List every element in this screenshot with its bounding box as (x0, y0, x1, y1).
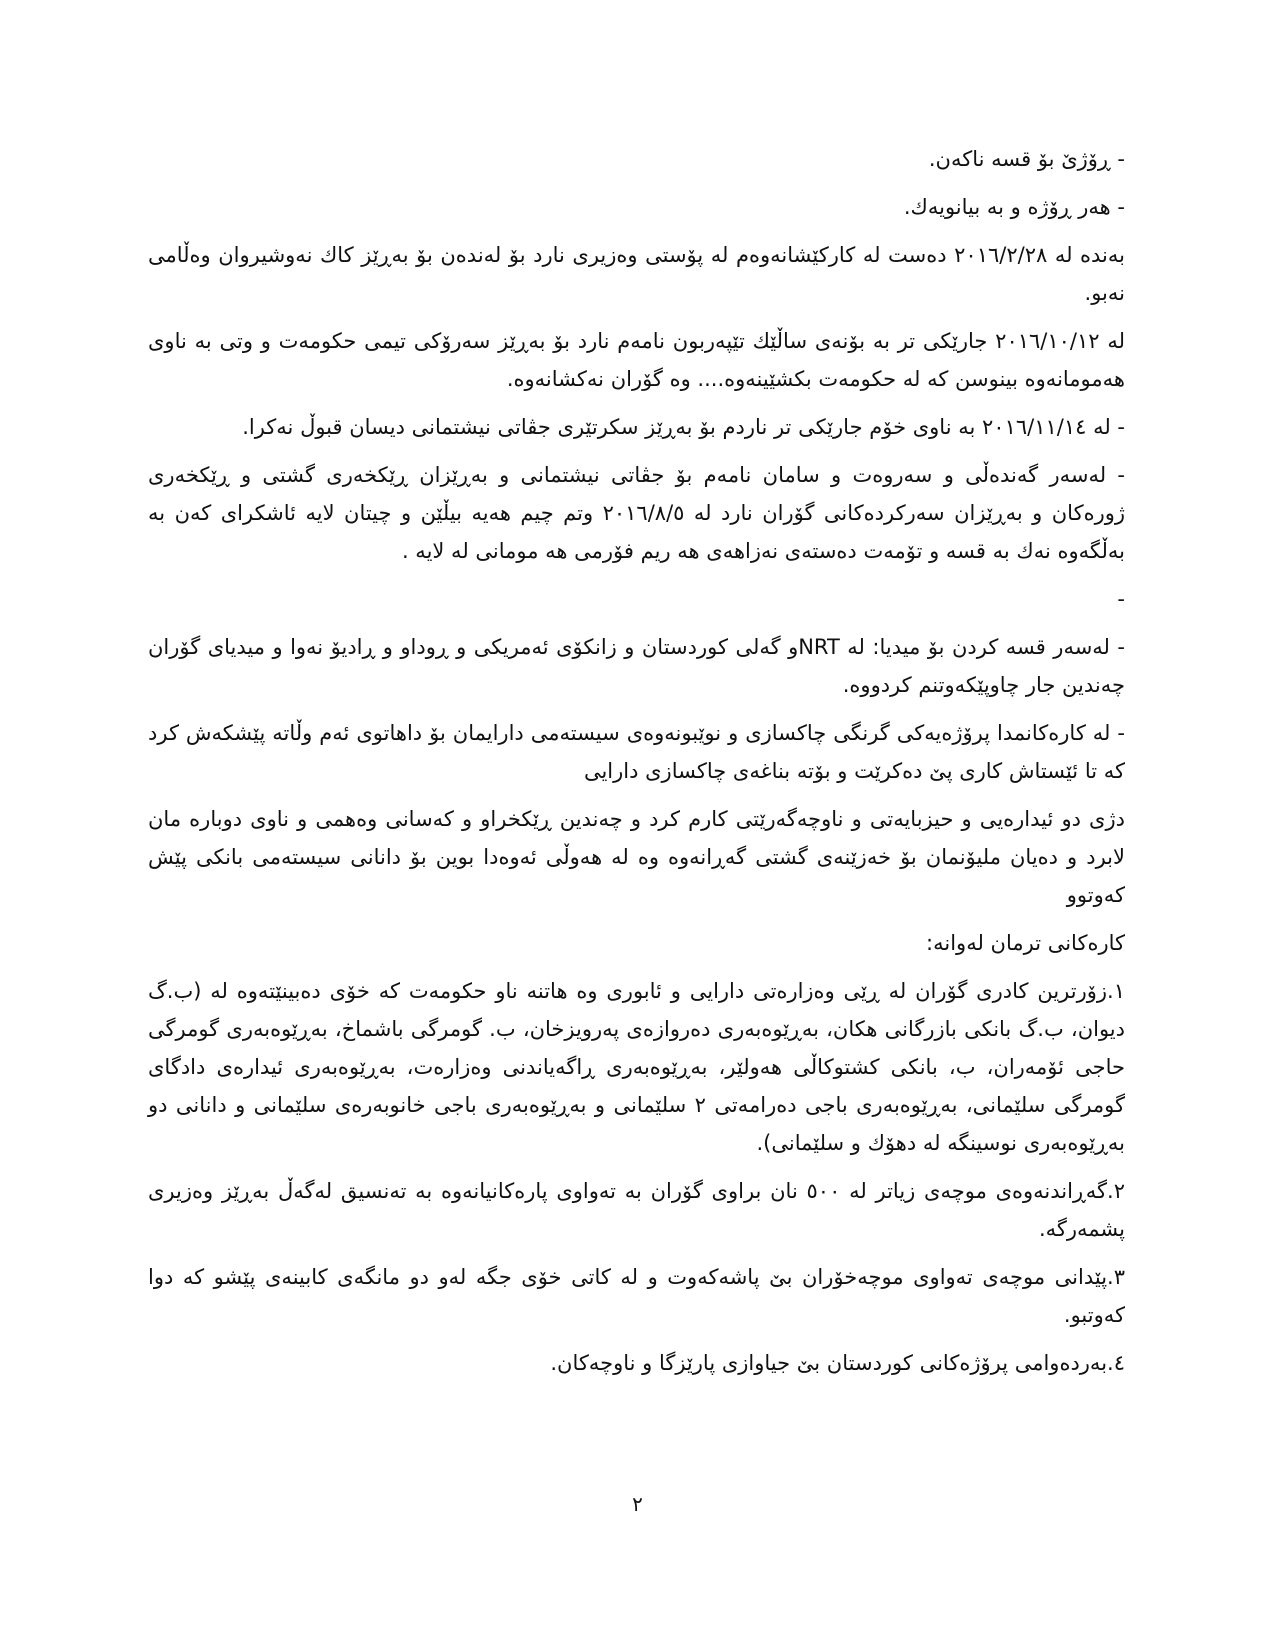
paragraph-letter-2016-10-12: لە ٢٠١٦/١٠/١٢ جارێکی تر بە بۆنەی ساڵێك تێپەربون نامەم نارد بۆ بەڕێز سەرۆکی تیمی حکومەت و وتی بە ناوی هەمومانەوە بینوسن کە لە حکومەت بکشێینەوە.... وە گۆران نەکشانەوە. (148, 329, 1125, 391)
paragraph-other-works-heading: کارەکانی ترمان لەوانە: (926, 931, 1125, 955)
paragraph-media-interviews: - لەسەر قسە کردن بۆ میدیا: لە NRTو گەلی کوردستان و زانکۆی ئەمریکی و ڕوداو و ڕادیۆ نەوا و میدیای گۆران چەندین جار چاوپێکەوتنم کردووە. (148, 635, 1125, 697)
list-item-3: ٣.پێدانی موچەی تەواوی موچەخۆران بێ پاشەکەوت و لە کاتی خۆی جگە لەو دو مانگەی کابینەی پێشو کە دوا کەوتبو. (148, 1265, 1125, 1327)
paragraph-no-speaking: - ڕۆژێ بۆ قسە ناکەن. (928, 147, 1125, 171)
list-item-1: ١.زۆرترین کادری گۆران لە ڕێی وەزارەتی دارایی و ئابوری وە هاتنە ناو حکومەت کە خۆی دەبینێتەوە لە (ب.گ دیوان، ب.گ بانکی بازرگانی هکان، بەڕێوەبەری دەروازەی پەرویزخان، ب. گومرگی باشماخ، بەڕێوەبەری گومرگی حاجی ئۆمەران، ب، بانکی کشتوکاڵی هەولێر، بەڕێوەبەری ڕاگەیاندنی وەزارەت، بەڕێوەبەری ئیدارەی دادگای گومرگی سلێمانی، بەڕێوەبەری باجی دەرامەتی ٢ سلێمانی و بەڕێوەبەری باجی خانوبەرەی سلێمانی و دانانی دو بەڕێوەبەری نوسینگە لە دهۆك و سلێمانی). (148, 979, 1125, 1155)
page-number: ٢ (632, 1492, 643, 1516)
paragraph-empty-dash: - (1117, 587, 1125, 611)
paragraph-reform-project: - لە کارەکانمدا پرۆژەیەکی گرنگی چاکسازی و نوێبونەوەی سیستەمی دارایمان بۆ داهاتوی ئەم وڵاتە پێشکەش کرد کە تا ئێستاش کاری پێ دەکرێت و بۆتە بناغەی چاکسازی دارایی (148, 721, 1125, 783)
list-item-2: ٢.گەڕاندنەوەی موچەی زیاتر لە ٥٠٠ نان براوی گۆران بە تەواوی پارەکانیانەوە بە تەنسیق لەگەڵ بەڕێز وەزیری پشمەرگە. (148, 1179, 1125, 1241)
paragraph-excuse: - هەر ڕۆژە و بە بیانویەك. (903, 195, 1125, 219)
paragraph-resignation-2016-02-28: بەندە لە ٢٠١٦/٢/٢٨ دەست لە کارکێشانەوەم لە پۆستی وەزیری نارد بۆ لەندەن بۆ بەڕێز کاك نەوشیروان وەڵامی نەبو. (148, 243, 1126, 305)
list-item-4: ٤.بەردەوامی پرۆژەکانی کوردستان بێ جیاوازی پارێزگا و ناوچەکان. (550, 1351, 1125, 1375)
paragraph-corruption-letter: - لەسەر گەندەڵی و سەروەت و سامان نامەم بۆ جڤاتی نیشتمانی و بەڕێزان ڕێکخەری گشتی و ڕێکخەری ژورەکان و بەڕێزان سەرکردەکانی گۆران نارد لە ٢٠١٦/٨/٥ وتم چیم هەیە بیڵێن و چیتان لایە ئاشکرای کەن بە بەڵگەوە نەك بە قسە و تۆمەت دەستەی نەزاهەی هە ریم فۆرمی هە مومانی لە لایە . (148, 463, 1125, 563)
paragraph-letter-2016-11-14: - لە ٢٠١٦/١١/١٤ بە ناوی خۆم جارێکی تر ناردم بۆ بەڕێز سکرتێری جڤاتی نیشتمانی دیسان قبوڵ نەکرا. (242, 415, 1125, 439)
paragraph-anti-duplication: دژی دو ئیدارەیی و حیزبایەتی و ناوچەگەرێتی کارم کرد و چەندین ڕێکخراو و کەسانی وەهمی و ناوی دوبارە مان لابرد و دەیان ملیۆنمان بۆ خەزێنەی گشتی گەڕانەوە وە لە هەوڵی ئەوەدا بوین بۆ دانانی سیستەمی بانکی پێش کەوتوو (148, 807, 1125, 907)
document-body (148, 140, 1125, 1392)
